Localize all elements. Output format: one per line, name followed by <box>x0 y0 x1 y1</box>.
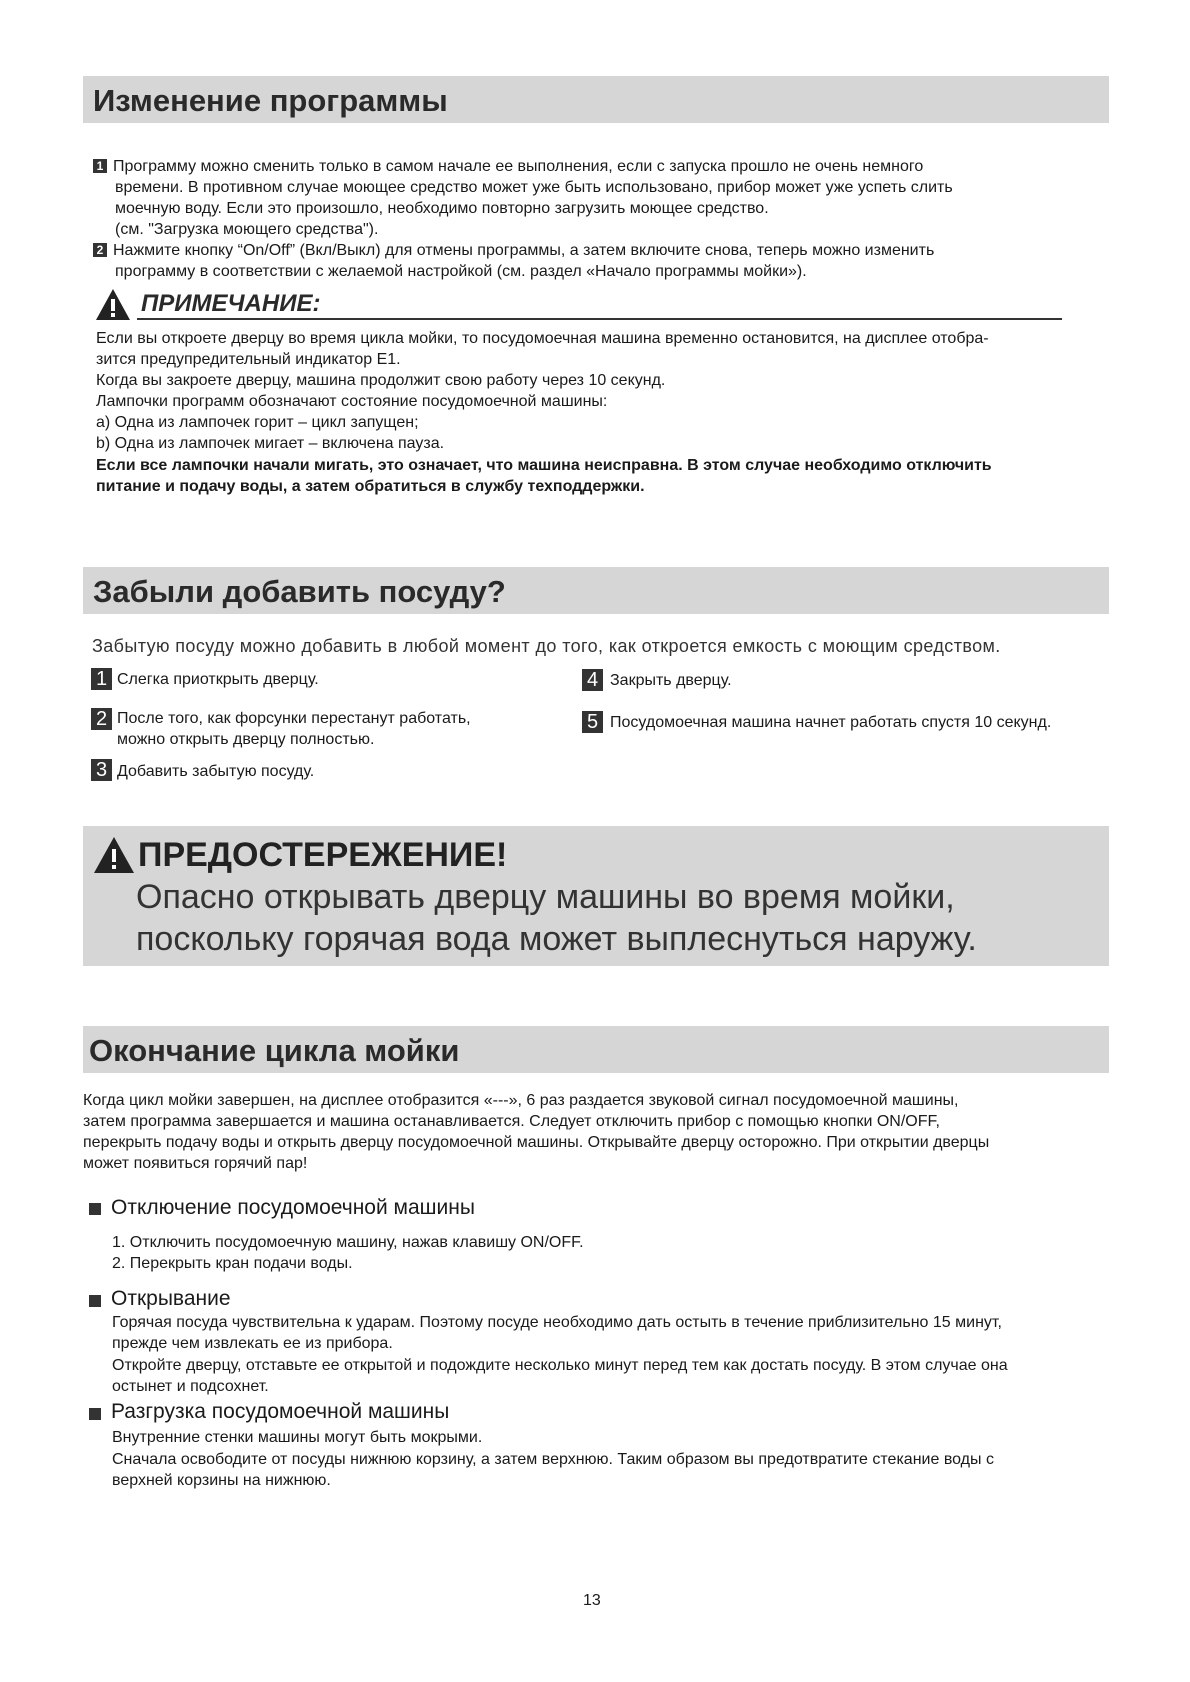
section-header-end-of-cycle <box>83 1026 1109 1073</box>
note-bold-line: Если все лампочки начали мигать, это означает, что машина неисправна. В этом случае необходимо отключить <box>96 457 992 474</box>
section-title: Окончание цикла мойки <box>89 1033 460 1068</box>
note-line: Лампочки программ обозначают состояние посудомоечной машины: <box>96 393 608 410</box>
text-line: Внутренние стенки машины могут быть мокрыми. <box>112 1429 483 1446</box>
page-number: 13 <box>583 1592 601 1609</box>
warning-icon <box>93 836 135 874</box>
step-badge: 3 <box>91 759 112 781</box>
text-line: может появиться горячий пар! <box>83 1155 308 1172</box>
subsection-title: Отключение посудомоечной машины <box>111 1196 475 1219</box>
text-line: 2. Перекрыть кран подачи воды. <box>112 1255 353 1272</box>
number-badge: 1 <box>93 159 107 173</box>
text-line: моечную воду. Если это произошло, необходимо повторно загрузить моющее средство. <box>115 200 769 217</box>
text-line: верхней корзины на нижнюю. <box>112 1472 331 1489</box>
note-title: ПРИМЕЧАНИЕ: <box>141 290 321 317</box>
text-line: Откройте дверцу, отставьте ее открытой и подождите несколько минут перед тем как достать посуду. В этом случае она <box>112 1357 1008 1374</box>
note-underline <box>137 318 1062 320</box>
step-text: Добавить забытую посуду. <box>117 763 315 780</box>
number-badge: 2 <box>93 243 107 257</box>
step-badge: 5 <box>582 711 603 733</box>
step-text: можно открыть дверцу полностью. <box>117 731 375 748</box>
text-line: Сначала освободите от посуды нижнюю корзину, а затем верхнюю. Таким образом вы предотвратите стекание воды с <box>112 1451 994 1468</box>
warning-line: поскольку горячая вода может выплеснуться наружу. <box>136 920 977 958</box>
text-line: Когда цикл мойки завершен, на дисплее отобразится «---», 6 раз раздается звуковой сигнал посудомоечной машины, <box>83 1092 959 1109</box>
text-line: программу в соответствии с желаемой настройкой (см. раздел «Начало программы мойки»). <box>115 263 807 280</box>
subsection-title: Открывание <box>111 1287 231 1310</box>
text-line: времени. В противном случае моющее средство может уже быть использовано, прибор может уже успеть слить <box>115 179 953 196</box>
note-line: Если вы откроете дверцу во время цикла мойки, то посудомоечная машина временно остановится, на дисплее отобра- <box>96 330 989 347</box>
note-line: зится предупредительный индикатор E1. <box>96 351 401 368</box>
text-line: перекрыть подачу воды и открыть дверцу посудомоечной машины. Открывайте дверцу осторожно. При открытии дверцы <box>83 1134 990 1151</box>
step-text: Посудомоечная машина начнет работать спустя 10 секунд. <box>610 714 1052 731</box>
step-badge: 1 <box>91 668 112 690</box>
text-line: Горячая посуда чувствительна к ударам. Поэтому посуде необходимо дать остыть в течение приблизительно 15 минут, <box>112 1314 1002 1331</box>
section-title: Изменение программы <box>93 83 448 118</box>
subsection-title: Разгрузка посудомоечной машины <box>111 1400 450 1423</box>
text-line: 1. Отключить посудомоечную машину, нажав клавишу ON/OFF. <box>112 1234 584 1251</box>
square-bullet-icon <box>89 1408 101 1420</box>
list-item-2: 2 Нажмите кнопку “On/Off” (Вкл/Выкл) для отмены программы, а затем включите снова, теперь можно изменить <box>93 240 934 261</box>
step-badge: 2 <box>91 708 112 730</box>
section-intro: Забытую посуду можно добавить в любой момент до того, как откроется емкость с моющим средством. <box>92 636 1001 656</box>
step-text: После того, как форсунки перестанут работать, <box>117 710 471 727</box>
text-line: прежде чем извлекать ее из прибора. <box>112 1335 393 1352</box>
warning-icon <box>95 288 131 321</box>
step-text: Слегка приоткрыть дверцу. <box>117 671 319 688</box>
warning-line: Опасно открывать дверцу машины во время мойки, <box>136 878 955 916</box>
warning-title: ПРЕДОСТЕРЕЖЕНИЕ! <box>138 836 508 874</box>
warning-box <box>83 826 1109 966</box>
section-title: Забыли добавить посуду? <box>93 574 506 609</box>
square-bullet-icon <box>89 1295 101 1307</box>
note-line: a) Одна из лампочек горит – цикл запущен; <box>96 414 419 431</box>
square-bullet-icon <box>89 1203 101 1215</box>
list-item-1: 1 Программу можно сменить только в самом начале ее выполнения, если с запуска прошло не очень немного <box>93 156 923 177</box>
section-header-change-program <box>83 76 1109 123</box>
text-line: затем программа завершается и машина останавливается. Следует отключить прибор с помощью кнопки ON/OFF, <box>83 1113 940 1130</box>
text-line: остынет и подсохнет. <box>112 1378 269 1395</box>
text-line: (см. "Загрузка моющего средства"). <box>115 221 379 238</box>
note-line: Когда вы закроете дверцу, машина продолжит свою работу через 10 секунд. <box>96 372 666 389</box>
step-text: Закрыть дверцу. <box>610 672 732 689</box>
note-bold-line: питание и подачу воды, а затем обратиться в службу техподдержки. <box>96 478 645 495</box>
note-line: b) Одна из лампочек мигает – включена пауза. <box>96 435 445 452</box>
step-badge: 4 <box>582 669 603 691</box>
section-header-forgot-dishes <box>83 567 1109 614</box>
